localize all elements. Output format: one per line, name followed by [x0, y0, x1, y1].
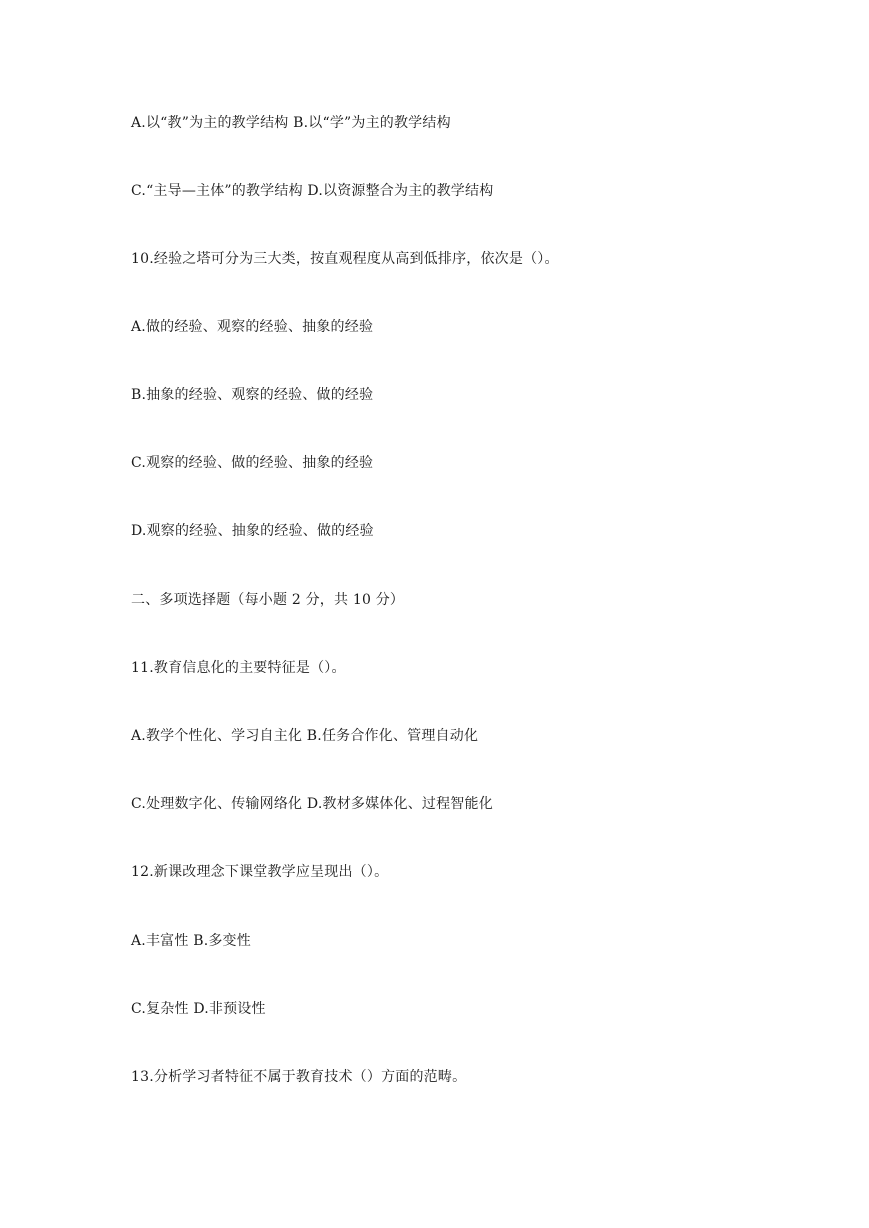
q11-options-cd: C.处理数字化、传输网络化 D.教材多媒体化、过程智能化 — [131, 796, 493, 812]
q9-options-cd: C.“主导—主体”的教学结构 D.以资源整合为主的教学结构 — [131, 183, 494, 199]
q10-option-c: C.观察的经验、做的经验、抽象的经验 — [131, 455, 374, 471]
section-heading-multiple-choice: 二、多项选择题（每小题 2 分，共 10 分） — [131, 592, 405, 608]
question-13: 13.分析学习者特征不属于教育技术（）方面的范畴。 — [131, 1069, 467, 1085]
q11-options-ab: A.教学个性化、学习自主化 B.任务合作化、管理自动化 — [131, 728, 479, 744]
q12-options-cd: C.复杂性 D.非预设性 — [131, 1001, 266, 1017]
question-12: 12.新课改理念下课堂教学应呈现出（）。 — [131, 864, 389, 880]
question-11: 11.教育信息化的主要特征是（）。 — [131, 660, 346, 676]
q9-options-ab: A.以“教”为主的教学结构 B.以“学”为主的教学结构 — [131, 115, 451, 131]
q12-options-ab: A.丰富性 B.多变性 — [131, 933, 251, 949]
q10-option-d: D.观察的经验、抽象的经验、做的经验 — [131, 523, 374, 539]
question-10: 10.经验之塔可分为三大类，按直观程度从高到低排序，依次是（）。 — [131, 251, 559, 267]
q10-option-a: A.做的经验、观察的经验、抽象的经验 — [131, 319, 374, 335]
q10-option-b: B.抽象的经验、观察的经验、做的经验 — [131, 387, 374, 403]
